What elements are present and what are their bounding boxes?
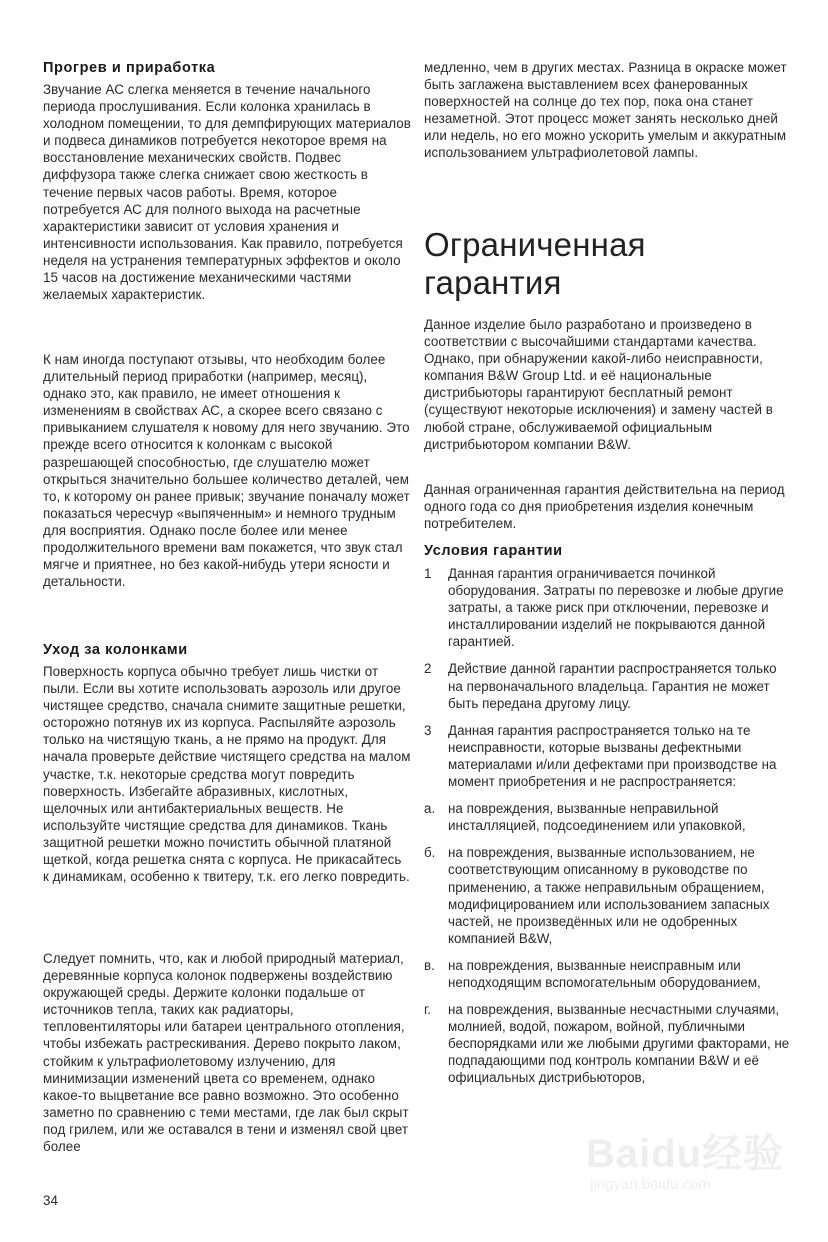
list-item (424, 660, 790, 711)
list-marker: в. (424, 957, 435, 973)
paragraph-continued: медленно, чем в других местах. Разница в окраске может быть заглажена выставлением всех фанерованных поверхностей на солнце до тех пор, пока она станет незаметной. Этот процесс может занять несколько дней или недель, но его можно ускорить умелым и аккуратным использованием ультрафиолетовой лампы. (424, 60, 787, 161)
list-marker: г. (424, 1002, 431, 1018)
heading-conditions: Условия гарантии (424, 543, 563, 559)
watermark-url: jingyan.baidu.com (590, 1176, 711, 1193)
paragraph-care-1: Поверхность корпуса обычно требует лишь чистки от пыли. Если вы хотите использовать аэрозоль или другое чистящее средство, сначала снимите защитные решетки, осторожно потянув их из корпуса. Распыляйте аэрозоль только на чистящую ткань, а не прямо на продукт. Для начала проверьте действие чистящего средства на малом участке, т.к. некоторые средства могут повредить поверхность. Избегайте абразивных, кислотных, щелочных или антибактериальных веществ. Не используйте чистящие средства для динамиков. Ткань защитной решетки можно почистить обычной платяной щеткой, когда решетка снята с корпуса. Не прикасайтесь к динамикам, особенно к твитеру, т.к. его легко повредить. (43, 664, 411, 885)
list-item (424, 957, 790, 991)
warranty-title-line-2: гарантия (424, 264, 562, 301)
list-item (424, 800, 790, 834)
paragraph-care-2: Следует помнить, что, как и любой природный материал, деревянные корпуса колонок подвержены воздействию окружающей среды. Держите колонки подальше от источников тепла, таких как радиаторы, тепловентиляторы или батареи центрального отопления, чтобы избежать растрескивания. Дерево покрыто лаком, стойким к ультрафиолетовому излучению, для минимизации изменений цвета со временем, однако какое-то выцветание все равно возможно. Это особенно заметно по сравнению с теми местами, где лак был скрыт под грилем, или же оставался в тени и изменял свой цвет более (43, 951, 409, 1155)
list-item-text: на повреждения, вызванные несчастными случаями, молнией, водой, пожаром, войной, публичными беспорядками или же любыми другими факторами, не подпадающими под контроль компании B&W и её официальных дистрибьюторов, (448, 1002, 790, 1086)
list-item-text: на повреждения, вызванные неправильной инсталляцией, подсоединением или упаковкой, (448, 801, 746, 834)
list-marker: 3 (424, 722, 432, 738)
watermark-logo: Baidu经验 (586, 1132, 785, 1176)
list-item (424, 722, 790, 790)
list-item (424, 1001, 790, 1086)
list-item-text: на повреждения, вызванные неисправным или неподходящим вспомогательным оборудованием, (448, 957, 761, 990)
list-item (424, 565, 790, 650)
list-item-text: на повреждения, вызванные использованием, не соответствующим описанному в руководстве по применению, а также неправильным обращением, модифицированием или использованием запасных частей, не произведённых или не одобренных компанией B&W, (448, 845, 770, 946)
heading-warmup: Прогрев и приработка (43, 60, 216, 76)
list-item-text: Действие данной гарантии распространяется только на первоначального владельца. Гарантия не может быть передана другому лицу. (448, 661, 777, 711)
paragraph-warranty-1: Данное изделие было разработано и произведено в соответствии с высочайшими стандартами качества. Однако, при обнаружении какой-либо неисправности, компания B&W Group Ltd. и её национальные дистрибьюторы гарантируют бесплатный ремонт (существуют некоторые исключения) и замену частей в любой стране, обслуживаемой официальным дистрибьютором компании B&W. (424, 317, 773, 452)
list-marker: 2 (424, 661, 432, 677)
heading-care: Уход за колонками (43, 642, 188, 658)
list-marker: б. (424, 845, 436, 861)
list-marker: а. (424, 801, 436, 817)
warranty-title-line-1: Ограниченная (424, 226, 646, 263)
watermark (586, 1132, 786, 1212)
paragraph-warranty-2: Данная ограниченная гарантия действительна на период одного года со дня приобретения изделия конечным потребителем. (424, 482, 785, 532)
warranty-title (424, 226, 646, 302)
page-number: 34 (43, 1193, 58, 1208)
conditions-list (424, 565, 790, 1087)
list-marker: 1 (424, 566, 432, 581)
list-item-text: Данная гарантия распространяется только на те неисправности, которые вызваны дефектными материалами и/или дефектами при производстве на момент приобретения и не распространяется: (448, 722, 777, 790)
list-item-text: Данная гарантия ограничивается починкой оборудования. Затраты по перевозке и любые другие затраты, а также риск при отключении, перевозке и инсталлировании изделий не покрываются данной гарантией. (448, 566, 784, 650)
paragraph-warmup-1: Звучание АС слегка меняется в течение начального периода прослушивания. Если колонка хранилась в холодном помещении, то для демпфирующих материалов и подвеса динамиков потребуется некоторое время на восстановление механических свойств. Подвес диффузора также слегка снижает свою жесткость в течение первых часов работы. Время, которое потребуется АС для полного выхода на расчетные характеристики зависит от условия хранения и интенсивности использования. Как правило, потребуется неделя на устранения температурных эффектов и около 15 часов на достижение механическими частями желаемых характеристик. (43, 82, 411, 303)
paragraph-warmup-2: К нам иногда поступают отзывы, что необходим более длительный период приработки (например, месяц), однако это, как правило, не имеет отношения к изменениям в свойствах АС, а скорее всего связано с привыканием слушателя к новому для него звучанию. Это прежде всего относится к колонкам с высокой разрешающей способностью, где слушателю может открыться значительно большее количество деталей, чем то, к которому он ранее привык; звучание поначалу может показаться чересчур «выпяченным» и немного трудным для восприятия. Однако после более или менее продолжительного времени вам покажется, что звук стал мягче и приятнее, но без какой-нибудь утери ясности и детальности. (43, 352, 410, 590)
list-item (424, 844, 790, 947)
